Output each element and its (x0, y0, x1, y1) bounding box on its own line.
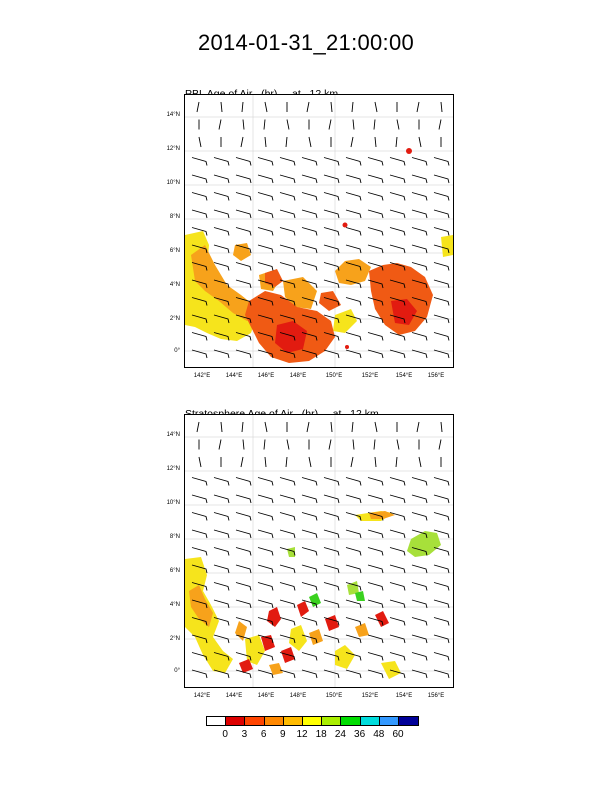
wind-barb (192, 333, 207, 341)
wind-barb (236, 513, 251, 521)
wind-barb (412, 565, 427, 573)
wind-barb (258, 245, 273, 253)
wind-barb (434, 333, 449, 341)
wind-barb (258, 193, 273, 201)
lon-label: 148°E (289, 373, 307, 379)
wind-barb (214, 210, 229, 218)
lon-label: 152°E (361, 693, 379, 699)
wind-barb (236, 228, 251, 236)
wind-barb (439, 440, 441, 450)
lon-label: 144°E (225, 693, 243, 699)
wind-barb (434, 495, 449, 503)
wind-barb (351, 137, 353, 147)
wind-barb (214, 513, 229, 521)
wind-barb (236, 478, 251, 486)
wind-barb (324, 193, 339, 201)
wind-barb (286, 457, 287, 467)
wind-barb (346, 298, 361, 306)
wind-barb (214, 228, 229, 236)
wind-barb (412, 618, 427, 626)
wind-barb (351, 457, 353, 467)
lon-label: 142°E (193, 693, 211, 699)
wind-barb (241, 137, 243, 147)
wind-barb (214, 245, 229, 253)
wind-barb (236, 565, 251, 573)
age-region-red (297, 601, 309, 617)
wind-barb (280, 175, 295, 183)
wind-barb (368, 245, 383, 253)
wind-barb (302, 495, 317, 503)
wind-barb (302, 583, 317, 591)
wind-barb (368, 548, 383, 556)
wind-barb (302, 228, 317, 236)
age-region-yellow (441, 235, 453, 257)
wind-barb (258, 495, 273, 503)
wind-barb (434, 228, 449, 236)
wind-barb (346, 245, 361, 253)
wind-barb (302, 245, 317, 253)
wind-barb (368, 565, 383, 573)
wind-barb (258, 158, 273, 166)
lat-label: 0° (174, 668, 180, 674)
wind-barb (368, 495, 383, 503)
page-title: 2014-01-31_21:00:00 (197, 30, 415, 55)
wind-barb (346, 175, 361, 183)
wind-barb (192, 495, 207, 503)
colorbar-label: 24 (334, 729, 346, 740)
wind-barb (302, 565, 317, 573)
lat-label: 2°N (169, 316, 180, 322)
wind-barb (214, 583, 229, 591)
wind-barb (390, 245, 405, 253)
wind-barb (265, 137, 266, 147)
wind-barb (280, 228, 295, 236)
wind-barb (236, 583, 251, 591)
wind-barb (346, 530, 361, 538)
wind-barb (280, 495, 295, 503)
wind-barb (243, 440, 244, 450)
lat-label: 4°N (169, 282, 180, 288)
wind-barb (286, 137, 287, 147)
age-region-light-green (407, 531, 441, 557)
colorbar-label: 12 (296, 729, 308, 740)
wind-barb (368, 210, 383, 218)
lat-label: 2°N (169, 636, 180, 642)
wind-barb (236, 495, 251, 503)
wind-barb (368, 583, 383, 591)
wind-barb (375, 102, 377, 112)
colorbar-label: 9 (280, 729, 286, 740)
wind-barb (412, 158, 427, 166)
colorbar-label: 36 (354, 729, 366, 740)
lon-label: 150°E (325, 373, 343, 379)
wind-barb (439, 120, 441, 130)
stratosphere-age-map (184, 414, 454, 688)
wind-barb (258, 478, 273, 486)
wind-barb (302, 158, 317, 166)
wind-barb (302, 175, 317, 183)
wind-barb (412, 513, 427, 521)
wind-barb (375, 137, 376, 147)
wind-barb (192, 210, 207, 218)
wind-barb (242, 102, 243, 112)
wind-barb (324, 565, 339, 573)
wind-barb (199, 137, 201, 147)
wind-barb (441, 422, 442, 432)
age-region-orange-red (369, 263, 433, 335)
lon-label: 156°E (427, 373, 445, 379)
colorbar-swatch (361, 717, 380, 725)
wind-barb (375, 457, 376, 467)
wind-barb (280, 618, 295, 626)
wind-barb (258, 583, 273, 591)
age-spot-red (345, 345, 349, 349)
colorbar-swatch (341, 717, 360, 725)
wind-barb (419, 137, 421, 147)
wind-barb (280, 530, 295, 538)
wind-barb (265, 102, 267, 112)
wind-barb (287, 440, 289, 450)
age-region-red (267, 607, 281, 627)
lon-label: 150°E (325, 693, 343, 699)
wind-barb (397, 120, 399, 130)
age-region-orange (233, 243, 251, 261)
wind-barb (434, 210, 449, 218)
wind-barb (412, 495, 427, 503)
age-spot-red (406, 148, 412, 154)
wind-barb (324, 210, 339, 218)
wind-barb (390, 583, 405, 591)
wind-barb (221, 422, 222, 432)
wind-barb (390, 210, 405, 218)
wind-barb (434, 565, 449, 573)
lat-label: 8°N (169, 214, 180, 220)
lon-label: 156°E (427, 693, 445, 699)
wind-barb (219, 120, 221, 130)
wind-barb (329, 120, 331, 130)
wind-barb (302, 548, 317, 556)
wind-barb (390, 228, 405, 236)
age-region-orange (269, 663, 283, 675)
wind-barb (368, 158, 383, 166)
wind-barb (368, 193, 383, 201)
wind-barb (390, 653, 405, 661)
lat-label: 14°N (166, 112, 180, 118)
wind-barb (434, 478, 449, 486)
age-region-green (309, 593, 321, 607)
wind-barb (390, 175, 405, 183)
wind-barb (236, 158, 251, 166)
wind-barb (368, 333, 383, 341)
age-region-red (325, 615, 339, 631)
wind-barb (412, 583, 427, 591)
wind-barb (346, 478, 361, 486)
colorbar-swatch (265, 717, 284, 725)
wind-barb (302, 193, 317, 201)
wind-barb (368, 653, 383, 661)
wind-barb (434, 158, 449, 166)
wind-barb (390, 618, 405, 626)
wind-barb (214, 530, 229, 538)
wind-barb (243, 120, 244, 130)
wind-barb (307, 102, 309, 112)
lat-label: 6°N (169, 568, 180, 574)
wind-barb (302, 210, 317, 218)
wind-barb (236, 210, 251, 218)
wind-barb (221, 102, 222, 112)
wind-barb (324, 530, 339, 538)
wind-barb (324, 175, 339, 183)
wind-barb (397, 440, 399, 450)
wind-barb (417, 102, 419, 112)
wind-barb (346, 495, 361, 503)
lat-label: 10°N (166, 500, 180, 506)
wind-barb (434, 583, 449, 591)
wind-barb (242, 422, 243, 432)
wind-barb (280, 583, 295, 591)
wind-barb (265, 457, 266, 467)
colorbar-swatch (245, 717, 264, 725)
wind-barb (390, 495, 405, 503)
colorbar-swatch (226, 717, 245, 725)
lat-label: 12°N (166, 466, 180, 472)
wind-barb (346, 210, 361, 218)
age-region-orange (335, 259, 371, 285)
colorbar-swatch (322, 717, 341, 725)
wind-barb (214, 158, 229, 166)
wind-barb (280, 193, 295, 201)
age-region-yellow (333, 309, 357, 333)
wind-barb (412, 245, 427, 253)
wind-barb (331, 102, 332, 112)
wind-barb (412, 228, 427, 236)
wind-barb (280, 565, 295, 573)
wind-barb (192, 478, 207, 486)
wind-barb (324, 245, 339, 253)
pbl-age-field (185, 148, 453, 363)
wind-barb (197, 102, 199, 112)
wind-barb (302, 618, 317, 626)
wind-barb (368, 530, 383, 538)
wind-barb (412, 210, 427, 218)
wind-barb (324, 495, 339, 503)
wind-barb (390, 513, 405, 521)
wind-barb (287, 120, 289, 130)
wind-barb (192, 158, 207, 166)
wind-barb (390, 565, 405, 573)
wind-barb (374, 120, 375, 130)
wind-barb (280, 245, 295, 253)
wind-barb (258, 513, 273, 521)
wind-barb (346, 513, 361, 521)
wind-barb (280, 210, 295, 218)
wind-barb (309, 457, 311, 467)
wind-barb (390, 193, 405, 201)
wind-barb (346, 618, 361, 626)
wind-barb (280, 478, 295, 486)
wind-barb (329, 440, 331, 450)
lat-label: 10°N (166, 180, 180, 186)
wind-barb (214, 565, 229, 573)
colorbar-swatch (380, 717, 399, 725)
wind-barb (412, 653, 427, 661)
wind-barb (368, 228, 383, 236)
wind-barb (417, 422, 419, 432)
wind-barb (434, 618, 449, 626)
pbl-age-map (184, 94, 454, 368)
lat-label: 4°N (169, 602, 180, 608)
wind-barb (192, 530, 207, 538)
wind-barb (390, 158, 405, 166)
wind-barb (434, 263, 449, 271)
wind-barb (434, 653, 449, 661)
lon-label: 142°E (193, 373, 211, 379)
lon-label: 154°E (395, 693, 413, 699)
colorbar-label: 6 (260, 729, 267, 740)
wind-barb (353, 440, 354, 450)
lat-label: 12°N (166, 146, 180, 152)
lon-label: 146°E (257, 373, 275, 379)
wind-barb (434, 513, 449, 521)
lon-label: 152°E (361, 373, 379, 379)
age-region-orange (309, 629, 323, 645)
colorbar-swatch (399, 717, 418, 725)
wind-barb (368, 175, 383, 183)
wind-barb (368, 478, 383, 486)
wind-barb (374, 440, 375, 450)
wind-barb (258, 530, 273, 538)
wind-barb (331, 422, 332, 432)
wind-barb (390, 530, 405, 538)
wind-barb (302, 478, 317, 486)
wind-barb (346, 193, 361, 201)
wind-barb (192, 548, 207, 556)
wind-barb (390, 548, 405, 556)
wind-barb (346, 228, 361, 236)
age-region-orange (355, 623, 369, 637)
wind-barb (258, 228, 273, 236)
wind-barb (412, 478, 427, 486)
strat-age-field (185, 511, 441, 679)
colorbar (206, 716, 419, 726)
wind-barb (324, 478, 339, 486)
wind-barb (396, 457, 397, 467)
wind-barb (346, 158, 361, 166)
wind-barb (258, 565, 273, 573)
wind-barb (197, 422, 199, 432)
wind-barb (214, 478, 229, 486)
wind-barb (375, 422, 377, 432)
wind-barb (324, 548, 339, 556)
wind-barb (412, 175, 427, 183)
lon-label: 148°E (289, 693, 307, 699)
wind-barb (258, 175, 273, 183)
wind-barb (412, 193, 427, 201)
lon-label: 144°E (225, 373, 243, 379)
wind-barb (324, 228, 339, 236)
age-region-red (375, 611, 389, 627)
wind-barb (280, 513, 295, 521)
wind-barb (352, 422, 353, 432)
colorbar-swatch (284, 717, 303, 725)
wind-barb (434, 175, 449, 183)
wind-barb (412, 263, 427, 271)
wind-barb (346, 565, 361, 573)
wind-barb (412, 333, 427, 341)
wind-barb (324, 513, 339, 521)
wind-barb (241, 457, 243, 467)
wind-barb (352, 102, 353, 112)
lat-label: 14°N (166, 432, 180, 438)
wind-barb (192, 175, 207, 183)
wind-barb (236, 263, 251, 271)
wind-barb (309, 137, 311, 147)
wind-barb (236, 548, 251, 556)
colorbar-label: 3 (241, 729, 248, 740)
wind-barb (302, 513, 317, 521)
lon-label: 154°E (395, 373, 413, 379)
colorbar-label: 60 (392, 729, 404, 740)
wind-barb (302, 263, 317, 271)
wind-barb (219, 440, 221, 450)
wind-barb (258, 548, 273, 556)
wind-barb (264, 440, 265, 450)
wind-barb (264, 120, 265, 130)
wind-barb (419, 457, 421, 467)
colorbar-label: 48 (373, 729, 385, 740)
lon-label: 146°E (257, 693, 275, 699)
wind-barb (258, 210, 273, 218)
wind-barb (236, 530, 251, 538)
wind-barb (214, 495, 229, 503)
wind-barb (324, 583, 339, 591)
wind-barb (280, 158, 295, 166)
wind-barb (214, 548, 229, 556)
wind-barb (434, 193, 449, 201)
wind-barb (258, 263, 273, 271)
wind-barb (236, 193, 251, 201)
wind-barb (214, 175, 229, 183)
wind-barb (434, 298, 449, 306)
wind-barb (265, 422, 267, 432)
colorbar-swatch (303, 717, 322, 725)
wind-barb (280, 263, 295, 271)
wind-barb (214, 193, 229, 201)
wind-barb (353, 120, 354, 130)
wind-barb (390, 478, 405, 486)
wind-barb (346, 333, 361, 341)
wind-barb (307, 422, 309, 432)
wind-barb (302, 530, 317, 538)
wind-barb (441, 102, 442, 112)
wind-barb (302, 653, 317, 661)
wind-barb (346, 548, 361, 556)
wind-barb (236, 175, 251, 183)
wind-barb (192, 513, 207, 521)
lat-label: 8°N (169, 534, 180, 540)
age-spot-red (343, 223, 348, 228)
lat-label: 0° (174, 348, 180, 354)
wind-barb (199, 457, 201, 467)
colorbar-swatch (207, 717, 226, 725)
wind-barb (396, 137, 397, 147)
wind-barb (324, 158, 339, 166)
wind-barb (192, 193, 207, 201)
colorbar-label: 0 (222, 729, 228, 740)
colorbar-label: 18 (315, 729, 327, 740)
lat-label: 6°N (169, 248, 180, 254)
